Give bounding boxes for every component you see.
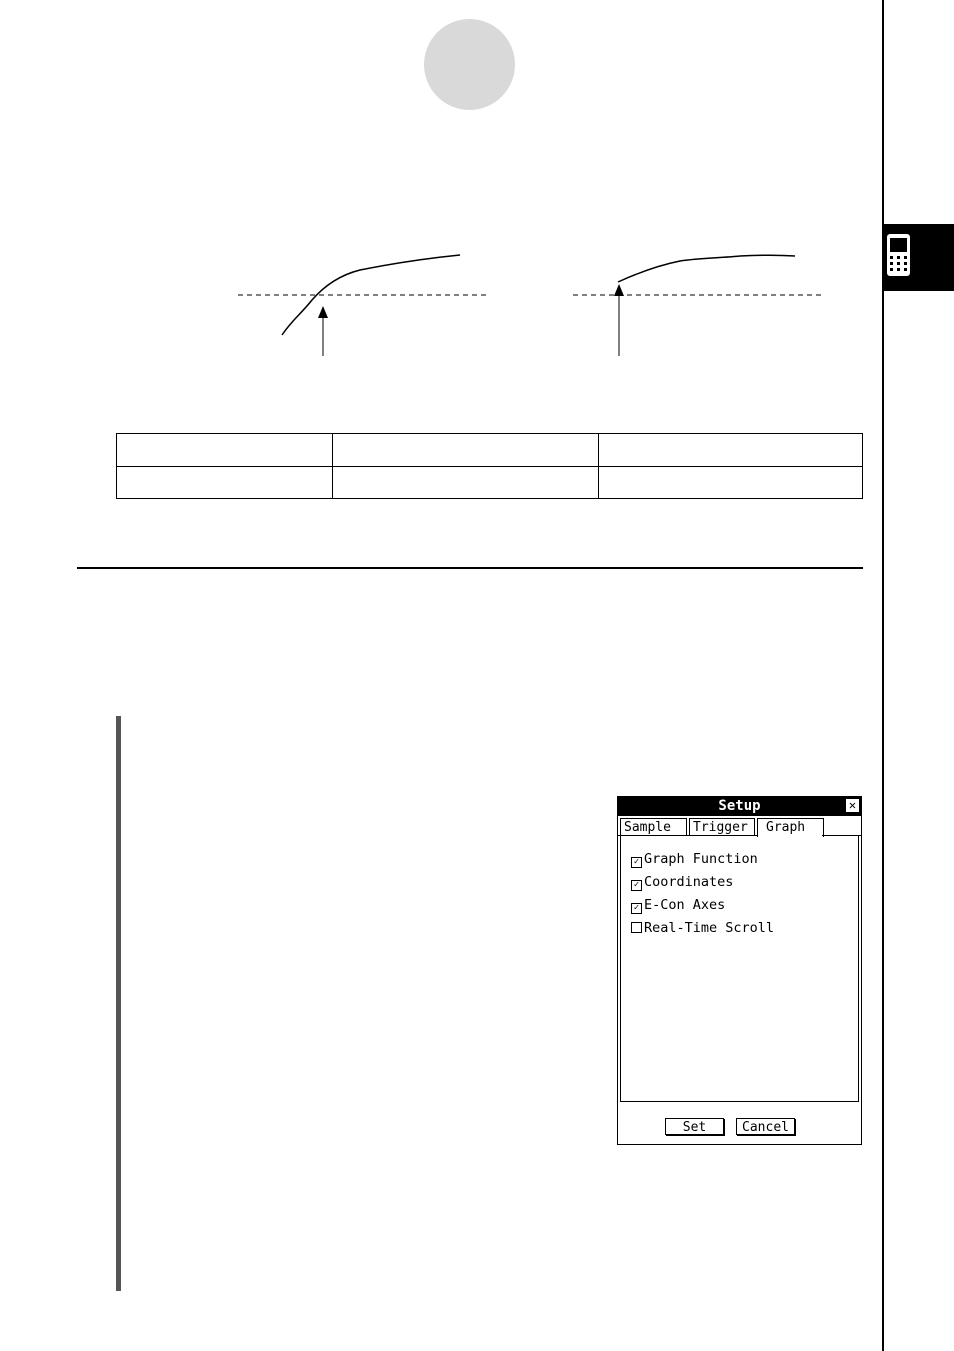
dialog-title: Setup [718, 798, 761, 814]
graph-tab-panel [620, 836, 859, 1102]
tab-sample[interactable]: Sample [620, 818, 687, 835]
curve-left [282, 255, 460, 335]
option-label: Real-Time Scroll [644, 920, 775, 936]
trigger-graph-right [573, 255, 825, 356]
real-time-scroll-option[interactable] [631, 920, 774, 936]
table-row [117, 434, 863, 467]
dialog-titlebar [618, 797, 861, 816]
tab-graph[interactable]: Graph [757, 818, 824, 837]
table-cell [333, 466, 599, 499]
e-con-axes-option[interactable] [631, 897, 725, 914]
trigger-graph-left [238, 255, 490, 356]
graph-function-checkbox[interactable]: ✓ [631, 857, 642, 868]
arrow-right-head [614, 284, 624, 296]
tab-trigger[interactable]: Trigger [689, 818, 755, 835]
coordinates-checkbox[interactable]: ✓ [631, 880, 642, 891]
e-con-axes-checkbox[interactable]: ✓ [631, 903, 642, 914]
graph-function-option[interactable] [631, 851, 758, 868]
settings-table [116, 433, 863, 499]
dialog-tabs [620, 818, 861, 836]
table-cell [599, 434, 863, 467]
table-cell [599, 466, 863, 499]
close-icon[interactable]: ✕ [846, 799, 859, 812]
arrow-left-head [318, 306, 328, 318]
cancel-button[interactable]: Cancel [736, 1118, 795, 1135]
table-row [117, 466, 863, 499]
coordinates-option[interactable] [631, 874, 733, 891]
curve-right [618, 255, 795, 282]
option-label: Coordinates [644, 874, 734, 890]
section-divider [77, 567, 863, 569]
trigger-illustrations [0, 0, 954, 400]
table-cell [333, 434, 599, 467]
table-cell [117, 466, 333, 499]
option-label: Graph Function [644, 851, 758, 867]
procedure-side-bar [116, 716, 121, 1291]
set-button[interactable]: Set [665, 1118, 724, 1135]
real-time-scroll-checkbox[interactable] [631, 922, 642, 933]
setup-dialog [617, 796, 862, 1145]
option-label: E-Con Axes [644, 897, 726, 913]
table-cell [117, 434, 333, 467]
